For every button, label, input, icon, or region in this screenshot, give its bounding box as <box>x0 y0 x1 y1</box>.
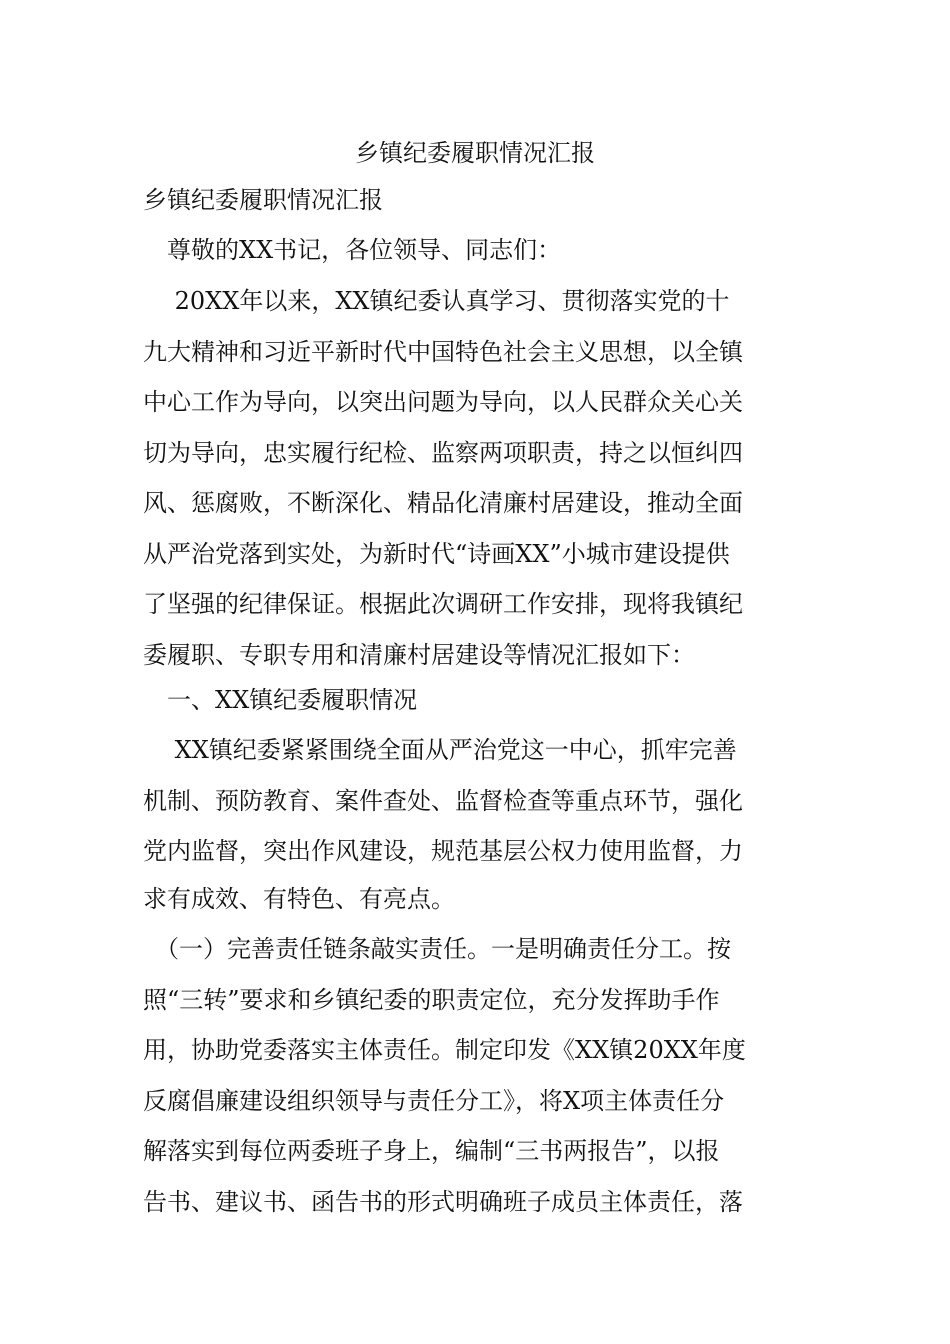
text-line: 尊敬的XX书记，各位领导、同志们： <box>143 236 562 264</box>
document-title: 乡镇纪委履职情况汇报 <box>355 139 595 167</box>
text-line: 照“三转”要求和乡镇纪委的职责定位，充分发挥助手作 <box>143 986 720 1014</box>
text-line: 用，协助党委落实主体责任。制定印发《XX镇20XX年度 <box>143 1036 746 1064</box>
text-line: 中心工作为导向，以突出问题为导向，以人民群众关心关 <box>143 388 743 416</box>
text-line: 反腐倡廉建设组织领导与责任分工》，将X项主体责任分 <box>143 1087 725 1115</box>
text-line: 风、惩腐败，不断深化、精品化清廉村居建设，推动全面 <box>143 489 743 517</box>
text-line: 乡镇纪委履职情况汇报 <box>143 186 383 214</box>
section-heading: 一、XX镇纪委履职情况 <box>143 686 418 714</box>
text-line: 20XX年以来，XX镇纪委认真学习、贯彻落实党的十 <box>143 287 730 315</box>
text-line: XX镇纪委紧紧围绕全面从严治党这一中心，抓牢完善 <box>143 736 737 764</box>
text-line: 解落实到每位两委班子身上，编制“三书两报告”，以报 <box>143 1137 720 1165</box>
text-line: 委履职、专职专用和清廉村居建设等情况汇报如下： <box>143 641 695 669</box>
text-line: 了坚强的纪律保证。根据此次调研工作安排，现将我镇纪 <box>143 590 743 618</box>
text-line: 切为导向，忠实履行纪检、监察两项职责，持之以恒纠四 <box>143 439 743 467</box>
text-line: 告书、建议书、函告书的形式明确班子成员主体责任，落 <box>143 1188 743 1216</box>
text-line: 从严治党落到实处，为新时代“诗画XX”小城市建设提供 <box>143 540 730 568</box>
text-line: 九大精神和习近平新时代中国特色社会主义思想，以全镇 <box>143 338 743 366</box>
text-line: 机制、预防教育、案件查处、监督检查等重点环节，强化 <box>143 787 743 815</box>
text-line: 求有成效、有特色、有亮点。 <box>143 885 455 913</box>
text-line: （一）完善责任链条敲实责任。一是明确责任分工。按 <box>143 935 731 963</box>
text-line: 党内监督，突出作风建设，规范基层公权力使用监督，力 <box>143 837 743 865</box>
